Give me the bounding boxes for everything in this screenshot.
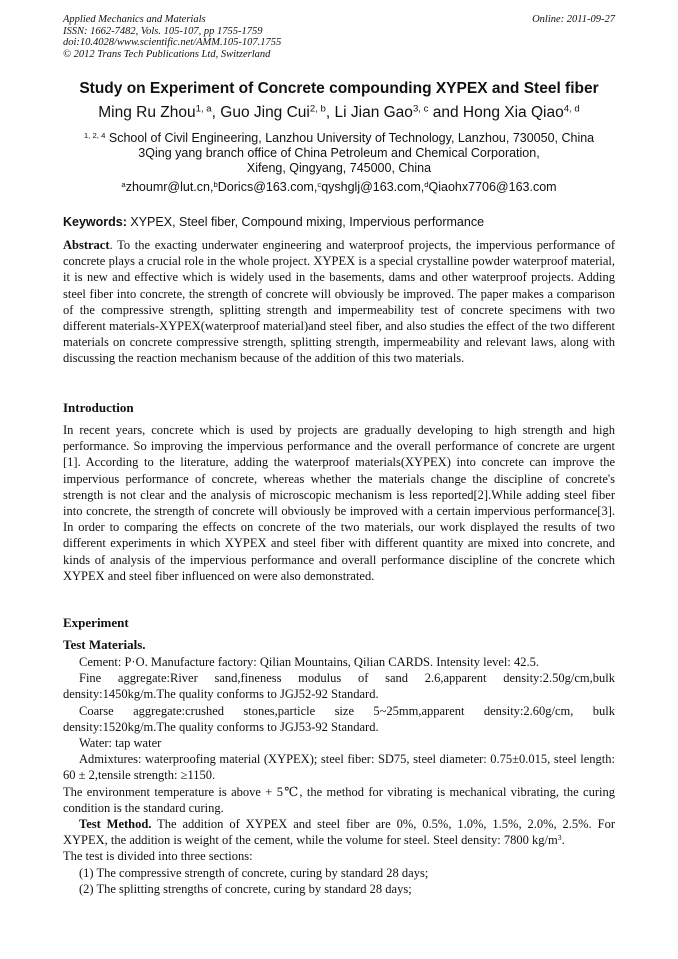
experiment-heading: Experiment (63, 615, 129, 630)
affiliation-1 (0, 131, 678, 145)
test-method-text: The addition of XYPEX and steel fiber are 0%, 0.5%, 1.0%, 1.5%, 2.0%, 2.5%. For XYPEX, the addition is weight of the cement, while the volume for steel. Steel density: 7800 kg/m (63, 817, 615, 848)
journal-header (63, 14, 281, 60)
author-sup: 3, c (412, 103, 429, 115)
paper-title: Study on Experiment of Concrete compounding XYPEX and Steel fiber (79, 80, 599, 97)
abstract (63, 237, 615, 367)
affiliation-text: School of Civil Engineering, Lanzhou University of Technology, Lanzhou, 730050, China (105, 131, 595, 145)
email-sup: d (424, 179, 429, 189)
water-text: Water: tap water (79, 736, 162, 751)
coarse-aggregate-text: Coarse aggregate:crushed stones,particle size 5~25mm,apparent density:2.60g/cm, bulk density:1520kg/m.The quality conforms to JGJ53-92 Standard. (63, 703, 615, 734)
introduction-heading: Introduction (63, 400, 134, 415)
author-and: and (428, 104, 463, 121)
author-sep: , (211, 104, 221, 121)
doi: doi:10.4028/www.scientific.net/AMM.105-107.1755 (63, 37, 282, 48)
test-method-end: . (561, 833, 565, 848)
email-line (0, 180, 678, 194)
keywords-text: XYPEX, Steel fiber, Compound mixing, Impervious performance (126, 215, 485, 229)
abstract-text: . To the exacting underwater engineering and waterproof projects, the impervious performance of concrete plays a crucial role in the whole project. XYPEX is a special crystalline powder waterproof material, it is new and effective which is widely used in the basements, dams and other waterproof projects. Adding steel fiber into concrete, the strength of concrete will obviously be improved. The paper makes a comparison of the compressive strength, splitting strength and impermeability test of concrete specimens with two different materials-XYPEX(waterproof material)and steel fiber, and also studies the effect of the two different materials on concrete compressive strength, splitting strength, impermeability and relevant laws, along with discussing the reaction mechanism because of the addition of this two materials. (63, 238, 615, 366)
email[interactable]: zhoumr@lut.cn, (125, 180, 214, 194)
author-name: Hong Xia Qiao (462, 104, 564, 121)
author-name: Li Jian Gao (334, 104, 413, 121)
admixtures-text: Admixtures: waterproofing material (XYPEX); steel fiber: SD75, steel diameter: 0.75±0.015, steel length: 60 ± 2,tensile strength: ≥1150. (63, 752, 615, 783)
keywords-label: Keywords: (63, 215, 127, 229)
fine-aggregate-text: Fine aggregate:River sand,fineness modulus of sand 2.6,apparent density:2.50g/cm,bulk density:1450kg/m.The quality conforms to JGJ52-92 Standard. (63, 671, 615, 702)
online-date: Online: 2011-09-27 (532, 14, 615, 25)
affiliation-sup: 1, 2, 4 (83, 130, 106, 140)
author-sup: 4, d (563, 103, 580, 115)
issn: ISSN: 1662-7482, Vols. 105-107, pp 1755-1759 (63, 25, 263, 37)
copyright: © 2012 Trans Tech Publications Ltd, Switzerland (63, 48, 271, 60)
affiliation-3: Xifeng, Qingyang, 745000, China (246, 161, 432, 175)
keywords (63, 215, 484, 229)
environment-text: The environment temperature is above + 5℃, the method for vibrating is mechanical vibrating, the curing condition is the standard curing. (63, 784, 615, 815)
email-sup: a (121, 179, 126, 189)
sections-intro: The test is divided into three sections: (63, 849, 253, 864)
section-item-1: (1) The compressive strength of concrete, curing by standard 28 days; (79, 865, 429, 880)
email-sup: c (317, 179, 322, 189)
experiment-body (63, 654, 615, 897)
email-sup: b (213, 179, 218, 189)
abstract-label: Abstract (63, 238, 110, 252)
introduction-body (63, 422, 615, 584)
author-name: Ming Ru Zhou (98, 104, 196, 121)
author-sep: , (325, 104, 335, 121)
author-sup: 1, a (195, 103, 212, 115)
test-method-heading: Test Method. (79, 817, 152, 832)
journal-name: Applied Mechanics and Materials (63, 14, 206, 25)
email[interactable]: Qiaohx7706@163.com (428, 180, 557, 194)
section-item-2: (2) The splitting strengths of concrete, curing by standard 28 days; (79, 881, 412, 896)
test-method-paragraph (63, 816, 615, 848)
email[interactable]: qyshglj@163.com, (321, 180, 425, 194)
author-name: Guo Jing Cui (220, 104, 310, 121)
introduction-text: In recent years, concrete which is used by projects are gradually developing to high strength and high performance. So improving the impervious performance and the overall performance of concrete are urgent [1]. According to the literature, adding the waterproof materials(XYPEX) into concrete can improve the impervious performance of concrete, whereas whether the materials change the discipline of concrete's strength is not clear and the analysis of microscopic mechanism is less reported[2].While adding steel fiber into concrete, the strength of concrete will obviously be improved with a certain impervious performance[3]. In order to comparing the effects on concrete of the two materials, our work displayed the results of two different experiments in which XYPEX and steel fiber with different quantity are mixed into concrete, and kinds of analysis of the impervious performance and overall performance discipline of the concrete which XYPEX and steel fiber influenced on were also demonstrated. (63, 423, 615, 583)
cement-text: Cement: P·O. Manufacture factory: Qilian Mountains, Qilian CARDS. Intensity level: 42.5. (79, 655, 539, 669)
email[interactable]: Dorics@163.com, (217, 180, 318, 194)
author-list (0, 104, 678, 122)
test-materials-heading: Test Materials. (63, 637, 146, 652)
test-method-sup: 3 (557, 832, 562, 842)
affiliation-2: 3Qing yang branch office of China Petroleum and Chemical Corporation, (138, 146, 540, 160)
author-sup: 2, b (309, 103, 326, 115)
